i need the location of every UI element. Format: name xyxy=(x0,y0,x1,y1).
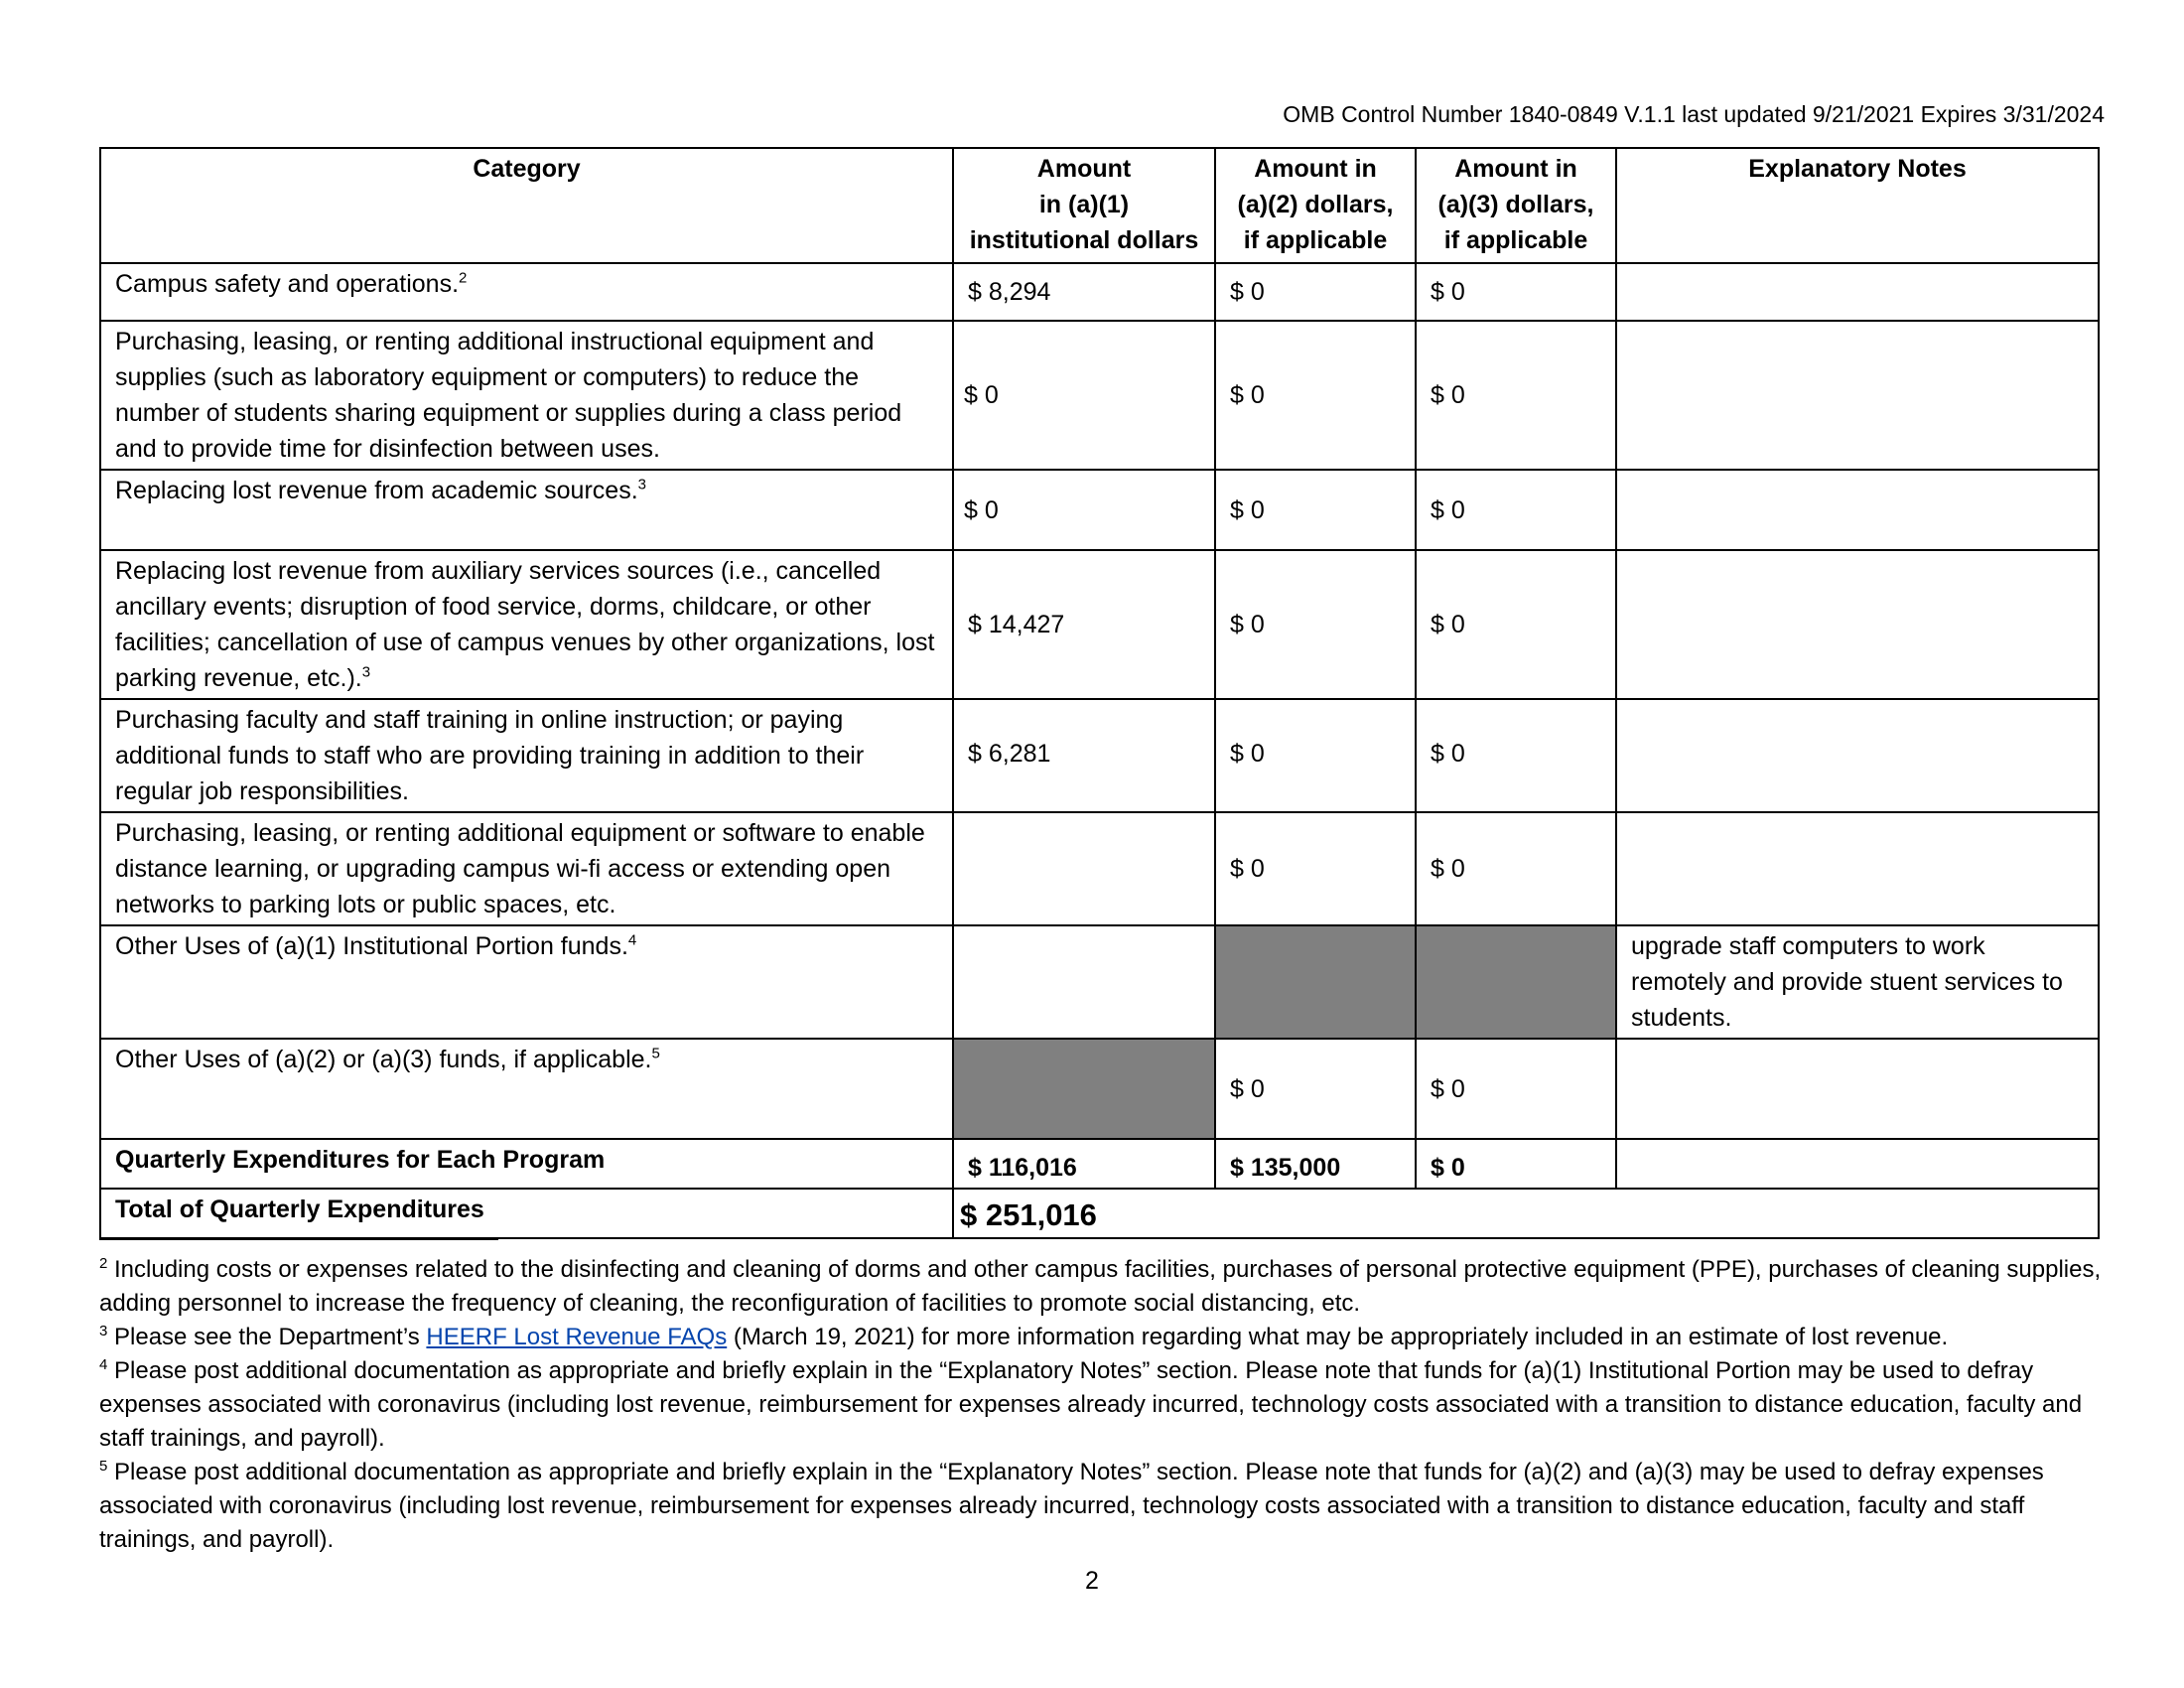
category-cell xyxy=(100,321,953,470)
header-a1-line: Amount xyxy=(1036,155,1132,183)
amount-a1-cell: $ 14,427 xyxy=(953,550,1215,699)
footnote-5 xyxy=(99,1456,2105,1557)
quarterly-row xyxy=(100,1139,2099,1189)
amount-a3-cell: $ 0 xyxy=(1416,699,1616,812)
quarterly-a1: $ 116,016 xyxy=(953,1139,1215,1189)
amount-a2-cell: $ 0 xyxy=(1215,263,1416,321)
total-label: Total of Quarterly Expenditures xyxy=(100,1189,953,1238)
footnote-ref: 5 xyxy=(651,1045,660,1062)
footnote-ref: 2 xyxy=(459,269,468,287)
quarterly-a3: $ 0 xyxy=(1416,1139,1616,1189)
header-a2-line: (a)(2) dollars, xyxy=(1237,191,1394,218)
amount-a3-cell: $ 0 xyxy=(1416,812,1616,925)
expenditure-table xyxy=(99,147,2100,1239)
header-a1 xyxy=(953,148,1215,263)
amount-a2-cell: $ 0 xyxy=(1215,1039,1416,1139)
header-a3-line: Amount in xyxy=(1454,155,1577,183)
amount-a3-cell: $ 0 xyxy=(1416,550,1616,699)
category-cell xyxy=(100,699,953,812)
header-notes: Explanatory Notes xyxy=(1616,148,2099,263)
header-a1-line: in (a)(1) xyxy=(1038,191,1130,218)
notes-cell xyxy=(1616,263,2099,321)
category-text: Campus safety and operations. xyxy=(115,270,460,298)
header-a3-line: (a)(3) dollars, xyxy=(1437,191,1594,218)
heerf-faq-link[interactable]: HEERF Lost Revenue FAQs xyxy=(426,1324,728,1350)
notes-cell xyxy=(1616,550,2099,699)
amount-a1-cell: $ 0 xyxy=(953,321,1215,470)
footnote-text: (March 19, 2021) for more information regarding what may be appropriately included in an estimate of lost revenue. xyxy=(727,1324,1949,1350)
footnote-text: Please post additional documentation as appropriate and briefly explain in the “Explanatory Notes” section. Please note that funds for (a)(1) Institutional Portion may be used to defray expenses associated with coronavirus (including lost revenue, reimbursement for expenses already incurred, technology costs associated with a transition to distance education, faculty and staff trainings, and payroll). xyxy=(99,1357,2083,1452)
category-cell xyxy=(100,263,953,321)
notes-cell: upgrade staff computers to work remotely and provide stuent services to students. xyxy=(1616,925,2099,1039)
header-a2 xyxy=(1215,148,1416,263)
header-a3 xyxy=(1416,148,1616,263)
amount-a3-cell: $ 0 xyxy=(1416,263,1616,321)
table-row xyxy=(100,812,2099,925)
category-cell xyxy=(100,925,953,1039)
footnote-text: Including costs or expenses related to the disinfecting and cleaning of dorms and other campus facilities, purchases of personal protective equipment (PPE), purchases of cleaning supplies, adding personnel to increase the frequency of cleaning, the reconfiguration of facilities to promote social distancing, etc. xyxy=(99,1256,2102,1317)
amount-a2-cell: $ 0 xyxy=(1215,470,1416,550)
shaded-cell-a2 xyxy=(1215,925,1416,1039)
notes-cell xyxy=(1616,321,2099,470)
table-row xyxy=(100,550,2099,699)
table-row xyxy=(100,699,2099,812)
footnote-number: 4 xyxy=(99,1356,108,1373)
notes-cell xyxy=(1616,812,2099,925)
amount-a1-cell: $ 8,294 xyxy=(953,263,1215,321)
amount-a1-cell xyxy=(953,925,1215,1039)
footnote-text: Please post additional documentation as appropriate and briefly explain in the “Explanatory Notes” section. Please note that funds for (a)(2) and (a)(3) may be used to defray expenses associated with coronavirus (including lost revenue, reimbursement for expenses already incurred, technology costs associated with a transition to distance education, faculty and staff trainings, and payroll). xyxy=(99,1459,2044,1553)
footnote-4 xyxy=(99,1354,2105,1456)
header-a3-line: if applicable xyxy=(1443,226,1588,254)
footnote-3 xyxy=(99,1321,2105,1354)
total-value-cell xyxy=(953,1189,2099,1238)
amount-a1-cell xyxy=(953,812,1215,925)
quarterly-a2: $ 135,000 xyxy=(1215,1139,1416,1189)
omb-control-number: OMB Control Number 1840-0849 V.1.1 last updated 9/21/2021 Expires 3/31/2024 xyxy=(1283,101,2105,127)
category-text: Purchasing, leasing, or renting additional instructional equipment and supplies (such as laboratory equipment or computers) to reduce the number of students sharing equipment or supplies during a class period and to provide time for disinfection between uses. xyxy=(115,328,902,463)
header-category: Category xyxy=(100,148,953,263)
category-cell xyxy=(100,550,953,699)
category-text: Other Uses of (a)(2) or (a)(3) funds, if applicable. xyxy=(115,1046,652,1073)
category-cell xyxy=(100,470,953,550)
footnotes xyxy=(99,1253,2105,1557)
header-a2-line: if applicable xyxy=(1243,226,1388,254)
category-text: Replacing lost revenue from academic sources. xyxy=(115,477,638,504)
footnote-number: 3 xyxy=(99,1323,108,1339)
notes-cell xyxy=(1616,470,2099,550)
shaded-cell-a1 xyxy=(953,1039,1215,1139)
amount-a2-cell: $ 0 xyxy=(1215,699,1416,812)
amount-a1-cell: $ 0 xyxy=(953,470,1215,550)
footnote-number: 2 xyxy=(99,1255,108,1272)
page-number: 2 xyxy=(1085,1567,1099,1595)
header-row xyxy=(100,148,2099,263)
header-a2-line: Amount in xyxy=(1254,155,1377,183)
table-row xyxy=(100,263,2099,321)
footnote-ref: 3 xyxy=(637,476,646,493)
table-row xyxy=(100,1039,2099,1139)
category-text: Purchasing faculty and staff training in online instruction; or paying additional funds to staff who are providing training in addition to their regular job responsibilities. xyxy=(115,706,865,805)
quarterly-notes xyxy=(1616,1139,2099,1189)
footnote-text: Please see the Department’s xyxy=(107,1324,427,1350)
footnote-separator xyxy=(99,1238,498,1240)
amount-a2-cell: $ 0 xyxy=(1215,550,1416,699)
category-cell xyxy=(100,1039,953,1139)
category-cell xyxy=(100,812,953,925)
amount-a3-cell: $ 0 xyxy=(1416,1039,1616,1139)
table-row xyxy=(100,470,2099,550)
footnote-ref: 4 xyxy=(627,931,637,949)
table-row xyxy=(100,925,2099,1039)
amount-a3-cell: $ 0 xyxy=(1416,470,1616,550)
table-row xyxy=(100,321,2099,470)
shaded-cell-a3 xyxy=(1416,925,1616,1039)
footnote-ref: 3 xyxy=(361,663,371,681)
amount-a2-cell: $ 0 xyxy=(1215,812,1416,925)
category-text: Replacing lost revenue from auxiliary services sources (i.e., cancelled ancillary events; disruption of food service, dorms, childcare, or other facilities; cancellation of use of campus venues by other organizations, lost parking revenue, etc.). xyxy=(115,557,935,692)
amount-a3-cell: $ 0 xyxy=(1416,321,1616,470)
amount-a2-cell: $ 0 xyxy=(1215,321,1416,470)
notes-cell xyxy=(1616,1039,2099,1139)
footnote-2 xyxy=(99,1253,2105,1321)
quarterly-label: Quarterly Expenditures for Each Program xyxy=(100,1139,953,1189)
total-value: $ 251,016 xyxy=(960,1197,1097,1232)
header-a1-line: institutional dollars xyxy=(969,226,1199,254)
notes-cell xyxy=(1616,699,2099,812)
total-row xyxy=(100,1189,2099,1238)
amount-a1-cell: $ 6,281 xyxy=(953,699,1215,812)
category-text: Other Uses of (a)(1) Institutional Portion funds. xyxy=(115,932,628,960)
category-text: Purchasing, leasing, or renting additional equipment or software to enable distance learning, or upgrading campus wi-fi access or extending open networks to parking lots or public spaces, etc. xyxy=(115,819,925,918)
footnote-number: 5 xyxy=(99,1458,108,1475)
